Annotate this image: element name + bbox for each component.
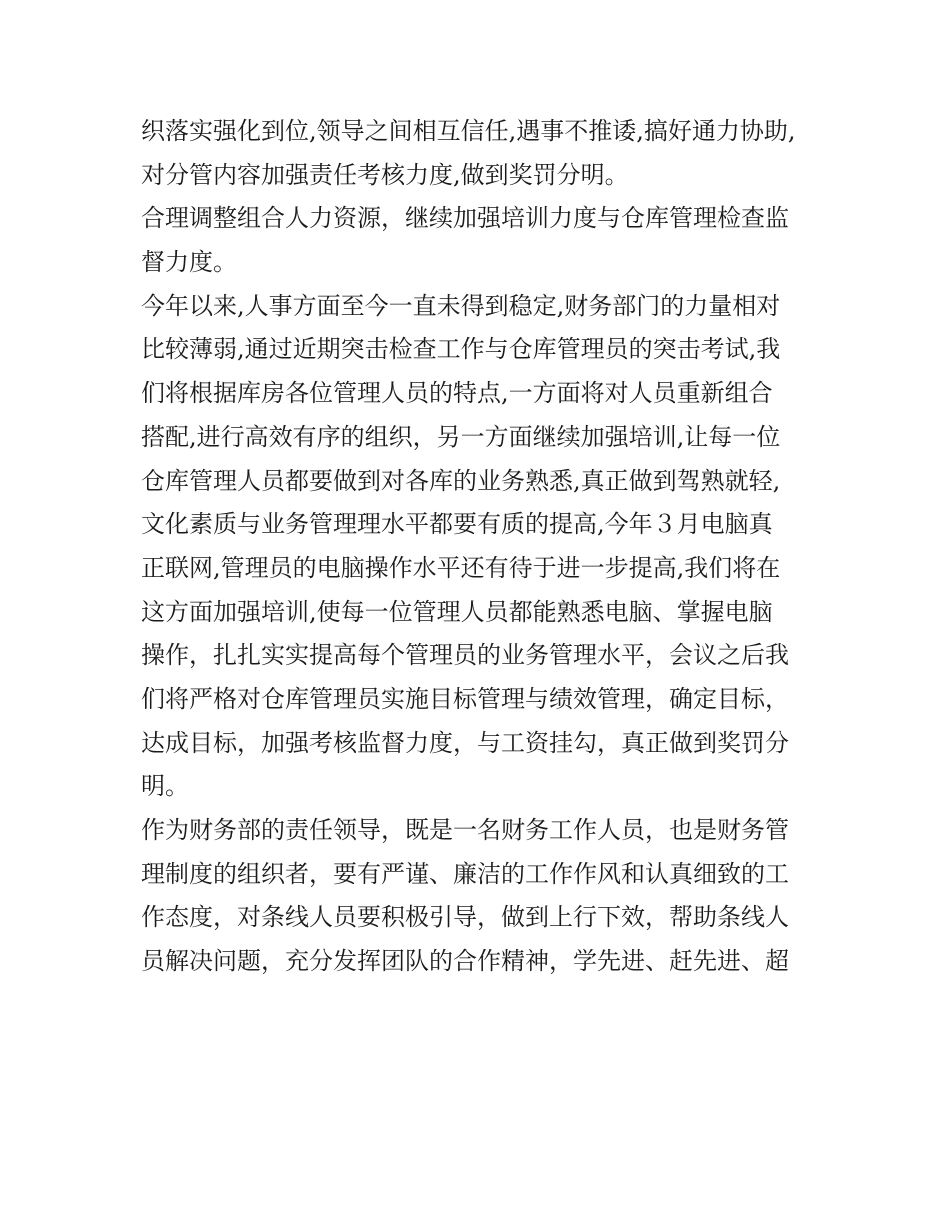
text-line: 正联网,管理员的电脑操作水平还有待于进一步提高,我们将在 — [141, 553, 781, 582]
text-line: 这方面加强培训,使每一位管理人员都能熟悉电脑、掌握电脑 — [141, 597, 773, 626]
text-line: 作态度，对条线人员要积极引导，做到上行下效，帮助条线人 — [141, 903, 789, 932]
text-line: 今年以来,人事方面至今一直未得到稳定,财务部门的力量相对 — [141, 291, 781, 320]
text-line: 理制度的组织者，要有严谨、廉洁的工作作风和认真细致的工 — [141, 859, 789, 888]
text-line: 搭配,进行高效有序的组织，另一方面继续加强培训,让每一位 — [141, 422, 781, 451]
text-line: 们将根据库房各位管理人员的特点,一方面将对人员重新组合 — [141, 379, 773, 408]
text-line: 操作，扎扎实实提高每个管理员的业务管理水平，会议之后我 — [141, 641, 789, 670]
text-line: 督力度。 — [141, 248, 237, 277]
body-text — [141, 110, 821, 984]
text-line: 明。 — [141, 772, 189, 801]
text-line: 织落实强化到位,领导之间相互信任,遇事不推诿,搞好通力协助, — [141, 117, 796, 145]
text-line: 文化素质与业务管理理水平都要有质的提高,今年３月电脑真 — [141, 510, 773, 539]
text-line: 达成目标，加强考核监督力度，与工资挂勾，真正做到奖罚分 — [141, 728, 789, 757]
text-line: 比较薄弱,通过近期突击检查工作与仓库管理员的突击考试,我 — [141, 335, 781, 364]
text-line: 仓库管理人员都要做到对各库的业务熟悉,真正做到驾熟就轻, — [141, 466, 781, 495]
text-line: 们将严格对仓库管理员实施目标管理与绩效管理，确定目标， — [141, 684, 789, 713]
text-line: 作为财务部的责任领导，既是一名财务工作人员，也是财务管 — [141, 816, 789, 844]
text-line: 员解决问题，充分发挥团队的合作精神，学先进、赶先进、超 — [141, 947, 789, 976]
text-line: 对分管内容加强责任考核力度,做到奖罚分明。 — [141, 160, 629, 189]
text-line: 合理调整组合人力资源，继续加强培训力度与仓库管理检查监 — [141, 204, 789, 233]
